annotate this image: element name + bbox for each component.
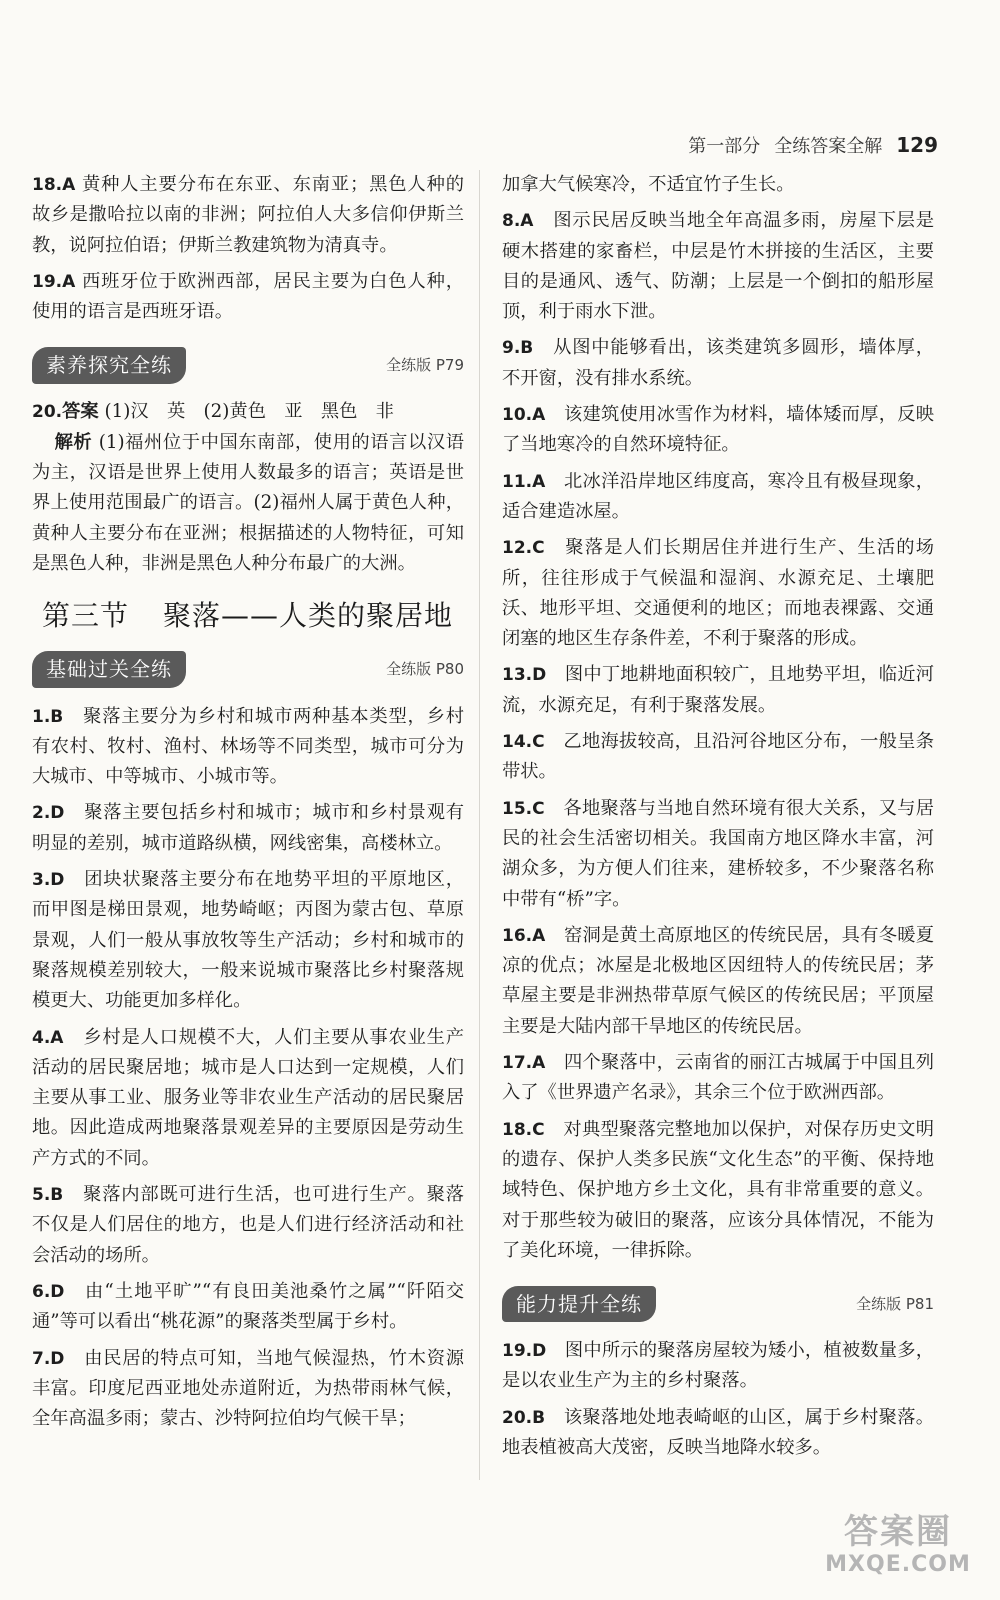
item-text: 乙地海拔较高，且沿河谷地区分布，一般呈条带状。	[502, 731, 935, 783]
section-bar-ability	[502, 1286, 934, 1322]
section-ref: 全练版 P80	[386, 660, 464, 679]
answer-item	[32, 267, 464, 328]
page-number: 129	[896, 133, 938, 157]
right-column	[502, 170, 934, 1469]
item-text: 该聚落地处地表崎岖的山区，属于乡村聚落。地表植被高大茂密，反映当地降水较多。	[502, 1406, 935, 1458]
answer-item	[502, 1403, 934, 1464]
item-number: 18.C	[502, 1119, 545, 1140]
item-number: 13.D	[502, 665, 547, 686]
item-text: 北冰洋沿岸地区纬度高，寒冷且有极昼现象，适合建造冰屋。	[502, 470, 935, 522]
item-number: 7.D	[32, 1348, 65, 1369]
explanation-text: (1)福州位于中国东南部，使用的语言以汉语为主，汉语是世界上使用人数最多的语言；英语是世界上使用范围最广的语言。(2)福州人属于黄色人种，黄种人主要分布在亚洲；根据描述的人物特征，可知是黑色人种，非洲是黑色人种分布最广的大洲。	[32, 431, 465, 574]
answer-item	[32, 1180, 464, 1271]
item-text: 聚落是人们长期居住并进行生产、生活的场所，往往形成于气候温和湿润、水源充足、土壤肥沃、地形平坦、交通便利的地区；而地表裸露、交通闭塞的地区生存条件差，不利于聚落的形成。	[502, 537, 935, 650]
item-number: 17.A	[502, 1053, 546, 1074]
item-text: 窑洞是黄土高原地区的传统民居，具有冬暖夏凉的优点；冰屋是北极地区因纽特人的传统民居；茅草屋主要是非洲热带草原气候区的传统民居；平顶屋主要是大陆内部干旱地区的传统民居。	[502, 924, 935, 1037]
item-text: 团块状聚落主要分布在地势平坦的平原地区，而甲图是梯田景观，地势崎岖；丙图为蒙古包、草原景观，人们一般从事放牧等生产活动；乡村和城市的聚落规模差别较大，一般来说城市聚落比乡村聚落规模更大、功能更加多样化。	[32, 869, 465, 1012]
watermark-site: MXQE.COM	[825, 1552, 971, 1577]
header-part: 第一部分	[688, 136, 761, 157]
item-number: 15.C	[502, 798, 545, 819]
item-number: 19.D	[502, 1341, 547, 1362]
item-text: 黄种人主要分布在东亚、东南亚；黑色人种的故乡是撒哈拉以南的非洲；阿拉伯人大多信仰伊斯兰教，说阿拉伯语；伊斯兰教建筑物为清真寺。	[32, 174, 465, 256]
answer-item	[502, 660, 934, 721]
section-number: 第三节	[42, 599, 130, 633]
item-text: 聚落主要分为乡村和城市两种基本类型，乡村有农村、牧村、渔村、林场等不同类型，城市可分为大城市、中等城市、小城市等。	[32, 705, 465, 788]
answer-item	[502, 533, 934, 654]
answer-item	[502, 1115, 934, 1266]
column-divider	[479, 170, 480, 1480]
item-number: 4.A	[32, 1027, 64, 1048]
watermark-logo	[818, 1512, 978, 1582]
item-text: 该建筑使用冰雪作为材料，墙体矮而厚，反映了当地寒冷的自然环境特征。	[502, 404, 935, 456]
section-bar-basic	[32, 652, 464, 688]
item-text: 加拿大气候寒冷，不适宜竹子生长。	[502, 174, 795, 195]
section-title	[42, 601, 464, 631]
answer-item	[502, 467, 934, 528]
item-text: 从图中能够看出，该类建筑多圆形，墙体厚，不开窗，没有排水系统。	[502, 337, 935, 389]
section-ref: 全练版 P79	[386, 356, 464, 375]
answer-item	[502, 921, 934, 1042]
item-number: 1.B	[32, 706, 64, 727]
item-text: 各地聚落与当地自然环境有很大关系，又与居民的社会生活密切相关。我国南方地区降水丰富，河湖众多，为方便人们往来，建桥较多，不少聚落名称中带有“桥”字。	[502, 797, 935, 910]
answer-item	[32, 1023, 464, 1174]
answer-item	[32, 865, 464, 1016]
answer-label: 答案	[62, 401, 99, 423]
section-bar-literacy	[32, 347, 464, 383]
item-number: 8.A	[502, 211, 534, 232]
item-text: 由民居的特点可知，当地气候湿热，竹木资源丰富。印度尼西亚地处赤道附近，为热带雨林气候，全年高温多雨；蒙古、沙特阿拉伯均气候干旱；	[32, 1347, 465, 1430]
item-number: 11.A	[502, 471, 546, 492]
item-number: 16.A	[502, 925, 546, 946]
item-text: 图中丁地耕地面积较广，且地势平坦，临近河流，水源充足，有利于聚落发展。	[502, 664, 935, 716]
answer-item	[502, 727, 934, 788]
item-text: 图示民居反映当地全年高温多雨，房屋下层是硬木搭建的家畜栏，中层是竹木拼接的生活区，主要目的是通风、透气、防潮；上层是一个倒扣的船形屋顶，利于雨水下泄。	[502, 210, 935, 323]
answer-text: (1)汉 英 (2)黄色 亚 黑色 非	[104, 401, 394, 423]
item-text: 西班牙位于欧洲西部，居民主要为白色人种，使用的语言是西班牙语。	[32, 270, 465, 323]
answer-item	[32, 170, 464, 261]
answer-item	[502, 1048, 934, 1109]
item-number: 3.D	[32, 870, 65, 891]
answer-item	[32, 798, 464, 859]
answer-item	[502, 333, 934, 394]
item-number: 9.B	[502, 338, 534, 359]
item-text: 聚落内部既可进行生活，也可进行生产。聚落不仅是人们居住的地方，也是人们进行经济活动和社会活动的场所。	[32, 1184, 465, 1266]
item-number: 12.C	[502, 538, 545, 559]
continued-text	[502, 170, 934, 200]
answer-item	[502, 206, 934, 327]
item-text: 乡村是人口规模不大，人们主要从事农业生产活动的居民聚居地；城市是人口达到一定规模，人们主要从事工业、服务业等非农业生产活动的居民聚居地。因此造成两地聚落景观差异的主要原因是劳动生产方式的不同。	[32, 1026, 465, 1169]
left-column	[32, 170, 464, 1440]
item-text: 聚落主要包括乡村和城市；城市和乡村景观有明显的差别，城市道路纵横，网线密集，高楼林立。	[32, 802, 465, 854]
item-number: 20.B	[502, 1407, 546, 1428]
watermark-logo-text: 答案圈	[844, 1512, 952, 1552]
item-number: 19.A	[32, 271, 76, 292]
answer-item	[502, 1336, 934, 1397]
item-number: 6.D	[32, 1281, 65, 1302]
item-number: 2.D	[32, 803, 65, 824]
answer-item	[502, 794, 934, 915]
section-label: 素养探究全练	[32, 347, 186, 383]
item-number: 20.	[32, 402, 63, 423]
section-ref: 全练版 P81	[856, 1294, 934, 1313]
header-title: 全练答案全解	[774, 136, 883, 157]
item-number: 14.C	[502, 732, 545, 753]
item-number: 18.A	[32, 175, 76, 195]
answer-item	[32, 1344, 464, 1435]
answer-item-20	[32, 397, 464, 579]
section-name: 聚落——人类的聚居地	[163, 599, 454, 633]
answer-item	[502, 400, 934, 461]
item-number: 5.B	[32, 1185, 64, 1206]
item-text: 对典型聚落完整地加以保护，对保存历史文明的遗存、保护人类多民族“文化生态”的平衡、保持地域特色、保护地方乡土文化，具有非常重要的意义。对于那些较为破旧的聚落，应该分具体情况，不能为了美化环境，一律拆除。	[502, 1118, 935, 1261]
section-label: 能力提升全练	[502, 1286, 656, 1322]
item-number: 10.A	[502, 405, 546, 426]
answer-item	[32, 702, 464, 793]
item-text: 四个聚落中，云南省的丽江古城属于中国且列入了《世界遗产名录》，其余三个位于欧洲西部。	[502, 1052, 935, 1104]
page-header	[688, 132, 938, 158]
answer-item	[32, 1277, 464, 1338]
section-label: 基础过关全练	[32, 651, 186, 687]
item-text: 由“土地平旷”“有良田美池桑竹之属”“阡陌交通”等可以看出“桃花源”的聚落类型属于乡村。	[32, 1280, 465, 1333]
item-text: 图中所示的聚落房屋较为矮小，植被数量多，是以农业生产为主的乡村聚落。	[502, 1340, 935, 1392]
explanation-label: 解析	[54, 431, 93, 453]
